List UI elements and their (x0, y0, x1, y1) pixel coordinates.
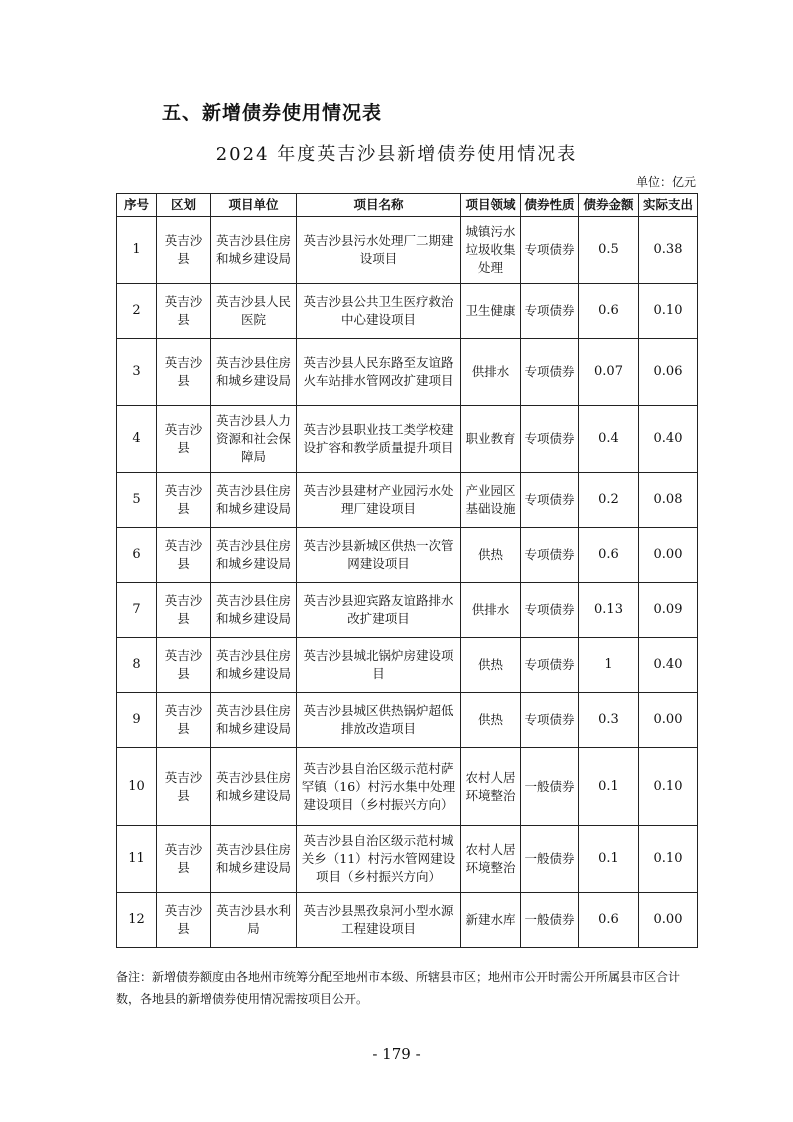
table-cell: 英吉沙县职业技工类学校建设扩容和教学质量提升项目 (297, 406, 461, 473)
table-title: 2024 年度英吉沙县新增债券使用情况表 (215, 144, 578, 165)
table-cell: 英吉沙县住房和城乡建设局 (211, 528, 297, 583)
table-cell: 一般债券 (521, 826, 579, 893)
table-cell: 英吉沙县污水处理厂二期建设项目 (297, 217, 461, 284)
table-cell: 供热 (461, 638, 521, 693)
table-cell: 12 (117, 893, 157, 948)
column-header: 债券性质 (521, 194, 579, 217)
table-cell: 英吉沙县住房和城乡建设局 (211, 693, 297, 748)
table-cell: 8 (117, 638, 157, 693)
table-header-row (117, 194, 698, 217)
table-cell: 专项债券 (521, 528, 579, 583)
table-row (117, 748, 698, 826)
table-cell: 一般债券 (521, 748, 579, 826)
table-row (117, 339, 698, 406)
table-row (117, 826, 698, 893)
table-cell: 英吉沙县新城区供热一次管网建设项目 (297, 528, 461, 583)
table-cell: 英吉沙县 (157, 339, 211, 406)
table-cell: 0.06 (639, 339, 698, 406)
table-cell: 7 (117, 583, 157, 638)
table-cell: 供排水 (461, 583, 521, 638)
table-row (117, 528, 698, 583)
table-cell: 英吉沙县 (157, 748, 211, 826)
table-cell: 5 (117, 473, 157, 528)
table-cell: 英吉沙县住房和城乡建设局 (211, 826, 297, 893)
column-header: 项目名称 (297, 194, 461, 217)
table-cell: 英吉沙县 (157, 217, 211, 284)
page-number: - 179 - (372, 1045, 421, 1063)
table-cell: 英吉沙县迎宾路友谊路排水改扩建项目 (297, 583, 461, 638)
table-cell: 0.40 (639, 406, 698, 473)
column-header: 债券金额 (579, 194, 639, 217)
table-row (117, 284, 698, 339)
table-cell: 4 (117, 406, 157, 473)
table-note: 备注：新增债券额度由各地州市统筹分配至地州市本级、所辖县市区；地州市公开时需公开所属县市区合计数，各地县的新增债券使用情况需按项目公开。 (116, 970, 681, 1006)
table-cell: 专项债券 (521, 217, 579, 284)
column-header: 项目领域 (461, 194, 521, 217)
table-cell: 英吉沙县住房和城乡建设局 (211, 583, 297, 638)
table-cell: 0.6 (579, 284, 639, 339)
table-cell: 0.10 (639, 748, 698, 826)
table-cell: 新建水库 (461, 893, 521, 948)
table-cell: 0.09 (639, 583, 698, 638)
table-cell: 英吉沙县住房和城乡建设局 (211, 473, 297, 528)
table-row (117, 693, 698, 748)
table-cell: 1 (117, 217, 157, 284)
table-row (117, 473, 698, 528)
table-cell: 0.00 (639, 693, 698, 748)
table-cell: 0.00 (639, 893, 698, 948)
table-cell: 专项债券 (521, 339, 579, 406)
table-cell: 卫生健康 (461, 284, 521, 339)
table-cell: 英吉沙县住房和城乡建设局 (211, 339, 297, 406)
table-cell: 英吉沙县 (157, 638, 211, 693)
table-row (117, 638, 698, 693)
table-cell: 城镇污水垃圾收集处理 (461, 217, 521, 284)
column-header: 区划 (157, 194, 211, 217)
table-cell: 英吉沙县自治区级示范村城关乡（11）村污水管网建设项目（乡村振兴方向） (297, 826, 461, 893)
table-cell: 0.38 (639, 217, 698, 284)
table-cell: 专项债券 (521, 638, 579, 693)
table-cell: 0.3 (579, 693, 639, 748)
table-cell: 0.07 (579, 339, 639, 406)
table-cell: 0.6 (579, 893, 639, 948)
table-cell: 一般债券 (521, 893, 579, 948)
table-cell: 英吉沙县自治区级示范村萨罕镇（16）村污水集中处理建设项目（乡村振兴方向） (297, 748, 461, 826)
table-cell: 英吉沙县 (157, 583, 211, 638)
table-cell: 英吉沙县城区供热锅炉超低排放改造项目 (297, 693, 461, 748)
table-cell: 供热 (461, 528, 521, 583)
table-cell: 0.13 (579, 583, 639, 638)
table-cell: 专项债券 (521, 583, 579, 638)
column-header: 实际支出 (639, 194, 698, 217)
table-cell: 英吉沙县人民东路至友谊路火车站排水管网改扩建项目 (297, 339, 461, 406)
table-cell: 英吉沙县公共卫生医疗救治中心建设项目 (297, 284, 461, 339)
unit-label: 单位：亿元 (635, 175, 696, 189)
table-cell: 专项债券 (521, 473, 579, 528)
table-cell: 11 (117, 826, 157, 893)
table-cell: 0.1 (579, 826, 639, 893)
section-heading: 五、新增债券使用情况表 (162, 102, 383, 124)
table-cell: 供热 (461, 693, 521, 748)
table-cell: 英吉沙县 (157, 528, 211, 583)
table-cell: 英吉沙县住房和城乡建设局 (211, 748, 297, 826)
table-cell: 英吉沙县住房和城乡建设局 (211, 217, 297, 284)
table-cell: 英吉沙县水利局 (211, 893, 297, 948)
table-cell: 2 (117, 284, 157, 339)
table-cell: 产业园区基础设施 (461, 473, 521, 528)
table-cell: 英吉沙县人力资源和社会保障局 (211, 406, 297, 473)
table-cell: 英吉沙县黑孜泉河小型水源工程建设项目 (297, 893, 461, 948)
table-cell: 英吉沙县 (157, 473, 211, 528)
table-cell: 专项债券 (521, 693, 579, 748)
table-row (117, 583, 698, 638)
column-header: 序号 (117, 194, 157, 217)
table-cell: 0.2 (579, 473, 639, 528)
table-cell: 英吉沙县城北锅炉房建设项目 (297, 638, 461, 693)
table-cell: 10 (117, 748, 157, 826)
table-cell: 英吉沙县 (157, 284, 211, 339)
table-cell: 农村人居环境整治 (461, 826, 521, 893)
table-cell: 职业教育 (461, 406, 521, 473)
table-cell: 0.08 (639, 473, 698, 528)
table-row (117, 406, 698, 473)
table-cell: 农村人居环境整治 (461, 748, 521, 826)
column-header: 项目单位 (211, 194, 297, 217)
table-cell: 英吉沙县 (157, 826, 211, 893)
table-cell: 0.10 (639, 284, 698, 339)
bond-usage-table (116, 193, 698, 948)
table-cell: 供排水 (461, 339, 521, 406)
table-cell: 0.00 (639, 528, 698, 583)
table-cell: 专项债券 (521, 406, 579, 473)
table-cell: 0.40 (639, 638, 698, 693)
table-cell: 1 (579, 638, 639, 693)
table-cell: 专项债券 (521, 284, 579, 339)
table-cell: 0.1 (579, 748, 639, 826)
table-row (117, 217, 698, 284)
table-cell: 英吉沙县 (157, 693, 211, 748)
table-cell: 0.10 (639, 826, 698, 893)
table-cell: 9 (117, 693, 157, 748)
table-cell: 6 (117, 528, 157, 583)
table-cell: 英吉沙县住房和城乡建设局 (211, 638, 297, 693)
table-cell: 3 (117, 339, 157, 406)
table-cell: 英吉沙县 (157, 406, 211, 473)
table-cell: 0.4 (579, 406, 639, 473)
table-cell: 英吉沙县 (157, 893, 211, 948)
table-row (117, 893, 698, 948)
table-cell: 0.5 (579, 217, 639, 284)
table-cell: 0.6 (579, 528, 639, 583)
table-cell: 英吉沙县建材产业园污水处理厂建设项目 (297, 473, 461, 528)
table-cell: 英吉沙县人民医院 (211, 284, 297, 339)
